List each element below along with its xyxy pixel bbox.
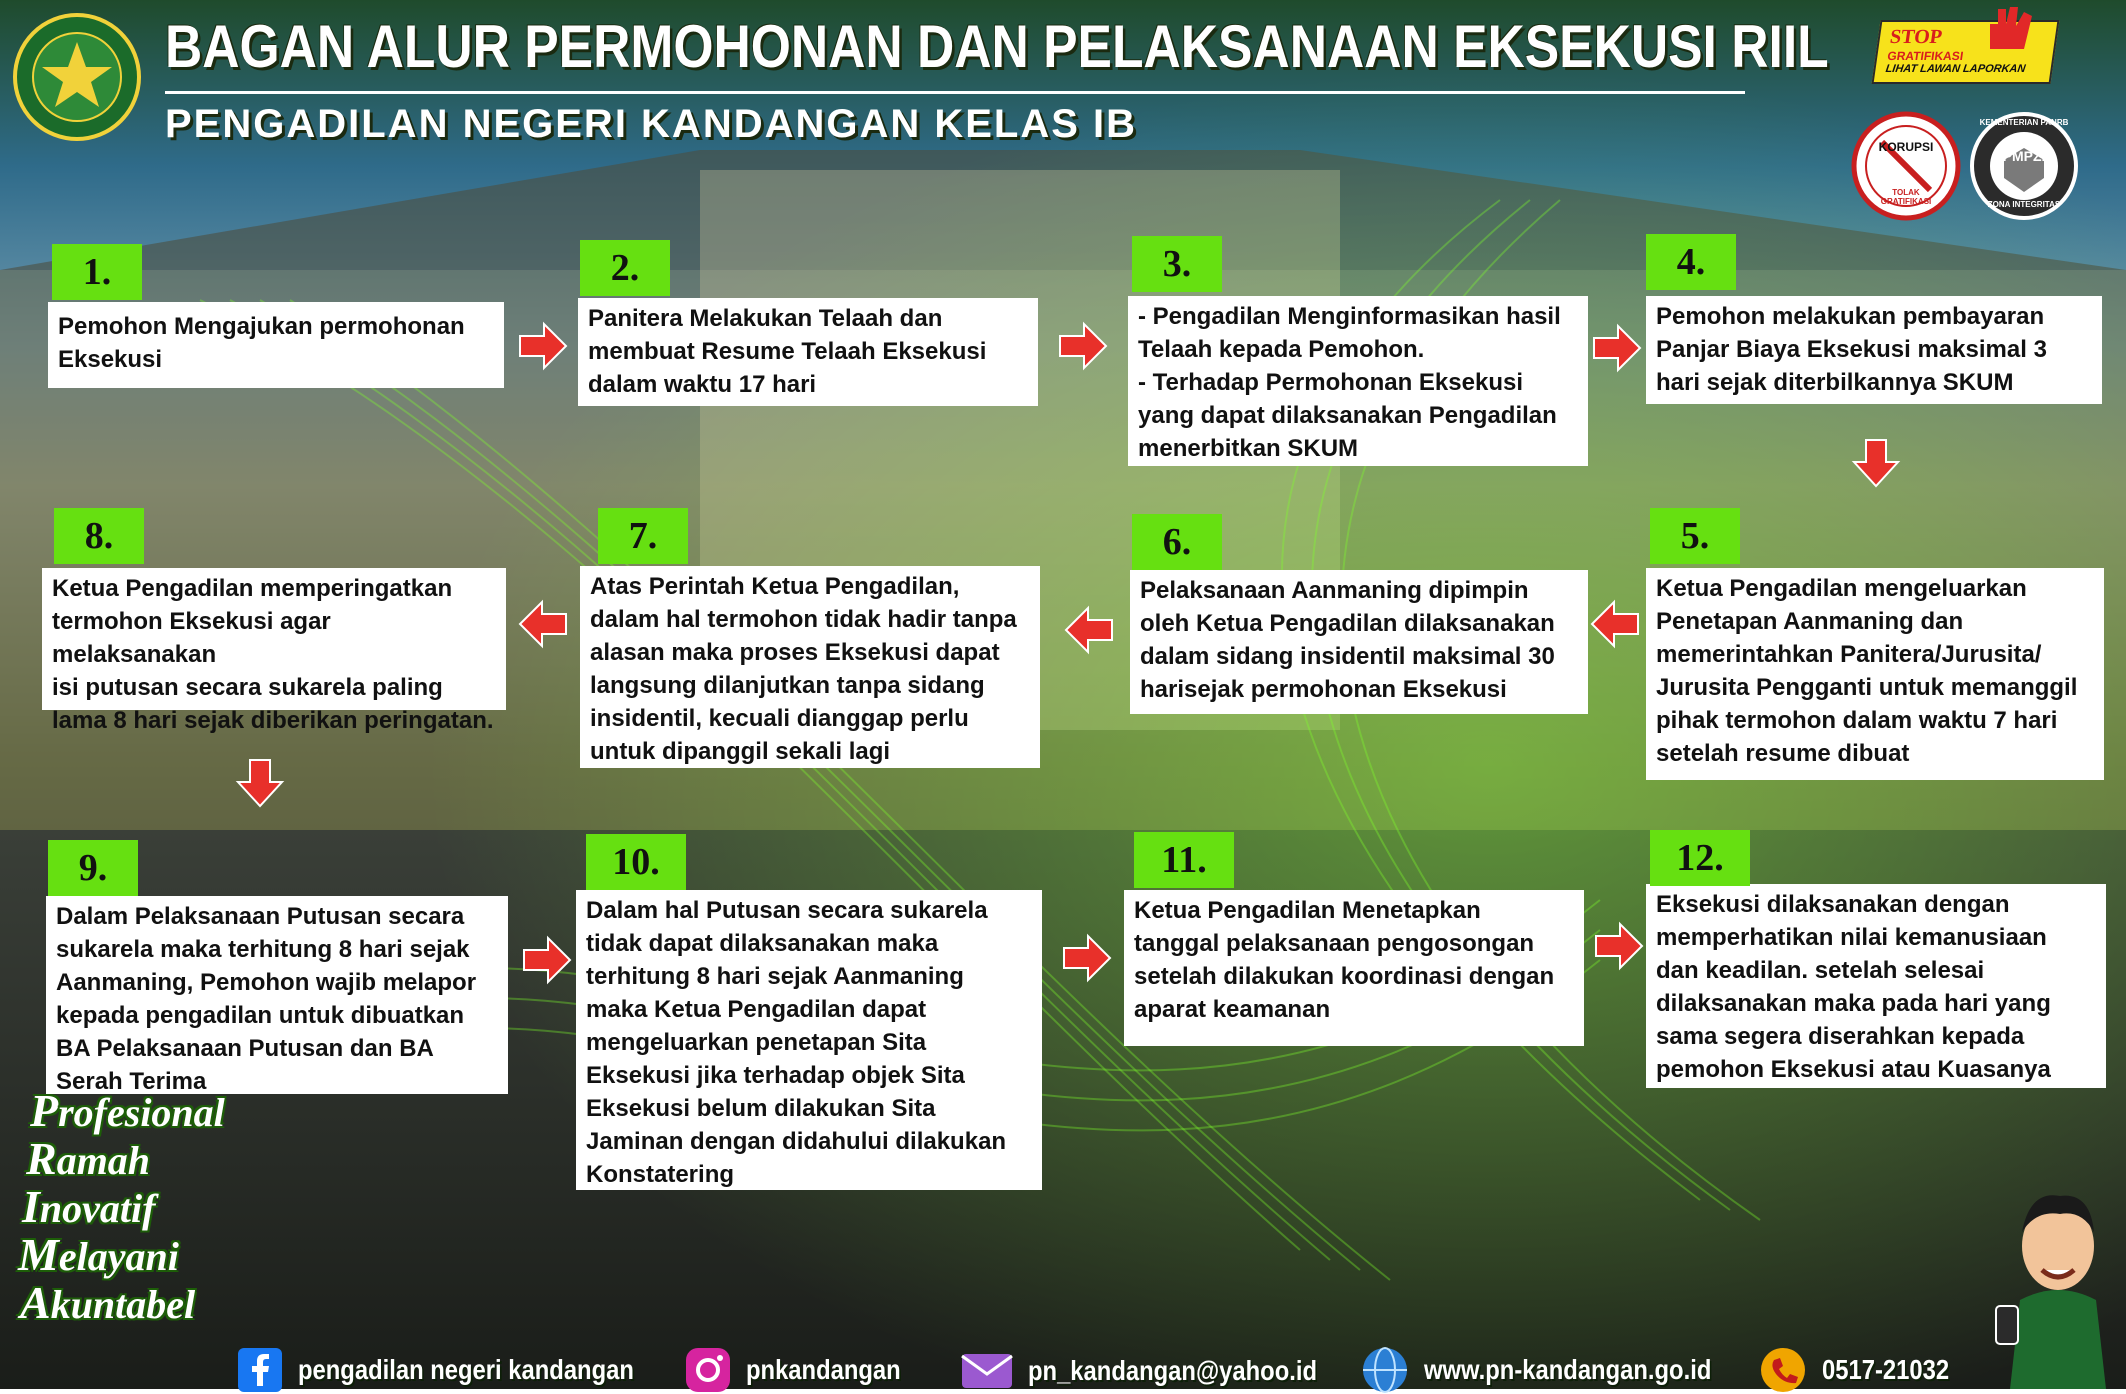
- instagram-text: pnkandangan: [746, 1354, 901, 1385]
- instagram-icon: [684, 1346, 732, 1394]
- step-8-number: 8.: [54, 508, 144, 564]
- footer-email[interactable]: [960, 1350, 1368, 1392]
- motto-inovatif: Inovatif: [22, 1181, 156, 1232]
- kementerian-panrb-text: KEMENTERIAN PANRB: [1979, 118, 2069, 127]
- step-3-number: 3.: [1132, 236, 1222, 292]
- step-11-number: 11.: [1134, 832, 1234, 888]
- footer-website[interactable]: [1360, 1346, 1762, 1394]
- motto-melayani: Melayani: [18, 1229, 179, 1280]
- step-10-box: Dalam hal Putusan secara sukarela tidak dapat dilaksanakan maka terhitung 8 hari sejak Aanmaning maka Ketua Pengadilan dapat mengeluarkan penetapan Sita Eksekusi jika terhadap objek Sita Eksekusi belum dilakukan Sita Jaminan dengan didahului dilakukan Konstatering: [576, 890, 1042, 1190]
- motto-profesional: Profesional: [30, 1085, 225, 1136]
- step-9-number: 9.: [48, 840, 138, 896]
- arrow-right-10-11: [1064, 934, 1110, 982]
- step-4-box: Pemohon melakukan pembayaran Panjar Biaya Eksekusi maksimal 3 hari sejak diterbilkannya SKUM: [1646, 296, 2102, 404]
- step-2-number: 2.: [580, 240, 670, 296]
- tolak-gratifikasi-text: TOLAK GRATIFIKASI: [1880, 188, 1932, 206]
- arrow-right-2-3: [1060, 322, 1106, 370]
- page-subtitle: PENGADILAN NEGERI KANDANGAN KELAS IB: [165, 102, 1138, 146]
- motto-ramah: Ramah: [26, 1133, 151, 1184]
- step-11-box: Ketua Pengadilan Menetapkan tanggal pelaksanaan pengosongan setelah dilakukan koordinasi dengan aparat keamanan: [1124, 890, 1584, 1046]
- arrow-right-3-4: [1594, 324, 1640, 372]
- footer-instagram[interactable]: [684, 1346, 928, 1394]
- facebook-text: pengadilan negeri kandangan: [298, 1354, 634, 1385]
- step-7-box: Atas Perintah Ketua Pengadilan, dalam hal termohon tidak hadir tanpa alasan maka proses Eksekusi dapat langsung dilanjutkan tanpa sidang insidentil, kecuali dianggap perlu untuk dipanggil sekali lagi: [580, 566, 1040, 768]
- email-icon: [960, 1350, 1014, 1392]
- zona-integritas-text: ZONA INTEGRITAS: [1987, 200, 2061, 209]
- arrow-left-7-8: [520, 600, 566, 648]
- korupsi-text: KORUPSI: [1878, 140, 1934, 154]
- step-9-box: Dalam Pelaksanaan Putusan secara sukarela maka terhitung 8 hari sejak Aanmaning, Pemohon wajib melapor kepada pengadilan untuk dibuatkan BA Pelaksanaan Putusan dan BA Serah Terima: [46, 896, 508, 1094]
- footer-phone[interactable]: [1758, 1346, 1971, 1394]
- email-text: pn_kandangan@yahoo.id: [1028, 1355, 1318, 1386]
- title-divider: [165, 91, 1745, 94]
- step-6-box: Pelaksanaan Aanmaning dipimpin oleh Ketua Pengadilan dilaksanakan dalam sidang insidentil maksimal 30 harisejak permohonan Eksekusi: [1130, 570, 1588, 714]
- website-text: www.pn-kandangan.go.id: [1424, 1354, 1712, 1385]
- step-1-number: 1.: [52, 244, 142, 300]
- globe-icon: [1360, 1346, 1410, 1394]
- step-12-number: 12.: [1650, 830, 1750, 886]
- step-4-number: 4.: [1646, 234, 1736, 290]
- step-3-box: - Pengadilan Menginformasikan hasil Telaah kepada Pemohon. - Terhadap Permohonan Eksekusi yang dapat dilaksanakan Pengadilan menerbitkan SKUM: [1128, 296, 1588, 466]
- arrow-left-5-6: [1592, 600, 1638, 648]
- arrow-left-6-7: [1066, 606, 1112, 654]
- stop-motto: LIHAT LAWAN LAPORKAN: [1884, 63, 2027, 75]
- facebook-icon: [236, 1346, 284, 1394]
- step-10-number: 10.: [586, 834, 686, 890]
- court-logo: [12, 12, 142, 142]
- mascot-figure: [1990, 1180, 2126, 1389]
- step-6-number: 6.: [1132, 514, 1222, 570]
- motto-akuntabel: Akuntabel: [20, 1277, 196, 1328]
- footer-facebook[interactable]: [236, 1346, 693, 1394]
- phone-icon: [1758, 1346, 1808, 1394]
- pmpzi-text: PMPZI: [2002, 148, 2046, 164]
- step-2-box: Panitera Melakukan Telaah dan membuat Resume Telaah Eksekusi dalam waktu 17 hari: [578, 298, 1038, 406]
- arrow-right-11-12: [1596, 922, 1642, 970]
- step-5-box: Ketua Pengadilan mengeluarkan Penetapan Aanmaning dan memerintahkan Panitera/Jurusita/ Jurusita Pengganti untuk memanggil pihak termohon dalam waktu 7 hari setelah resume dibuat: [1646, 568, 2104, 780]
- stop-title: STOP: [1888, 26, 1944, 48]
- stop-subtitle: GRATIFIKASI: [1886, 49, 1965, 63]
- arrow-down-4-5: [1852, 440, 1900, 486]
- arrow-right-9-10: [524, 936, 570, 984]
- step-7-number: 7.: [598, 508, 688, 564]
- step-1-box: Pemohon Mengajukan permohonan Eksekusi: [48, 302, 504, 388]
- step-8-box: Ketua Pengadilan memperingatkan termohon Eksekusi agar melaksanakan isi putusan secara sukarela paling lama 8 hari sejak diberikan peringatan.: [42, 568, 506, 710]
- page-title: BAGAN ALUR PERMOHONAN DAN PELAKSANAAN EKSEKUSI RIIL: [165, 13, 1829, 80]
- step-12-box: Eksekusi dilaksanakan dengan memperhatikan nilai kemanusiaan dan keadilan. setelah selesai dilaksanakan maka pada hari yang sama segera diserahkan kepada pemohon Eksekusi atau Kuasanya: [1646, 884, 2106, 1088]
- arrow-down-8-9: [236, 760, 284, 806]
- arrow-right-1-2: [520, 322, 566, 370]
- step-5-number: 5.: [1650, 508, 1740, 564]
- red-hand-icon: [1980, 4, 2040, 54]
- phone-text: 0517-21032: [1822, 1354, 1950, 1385]
